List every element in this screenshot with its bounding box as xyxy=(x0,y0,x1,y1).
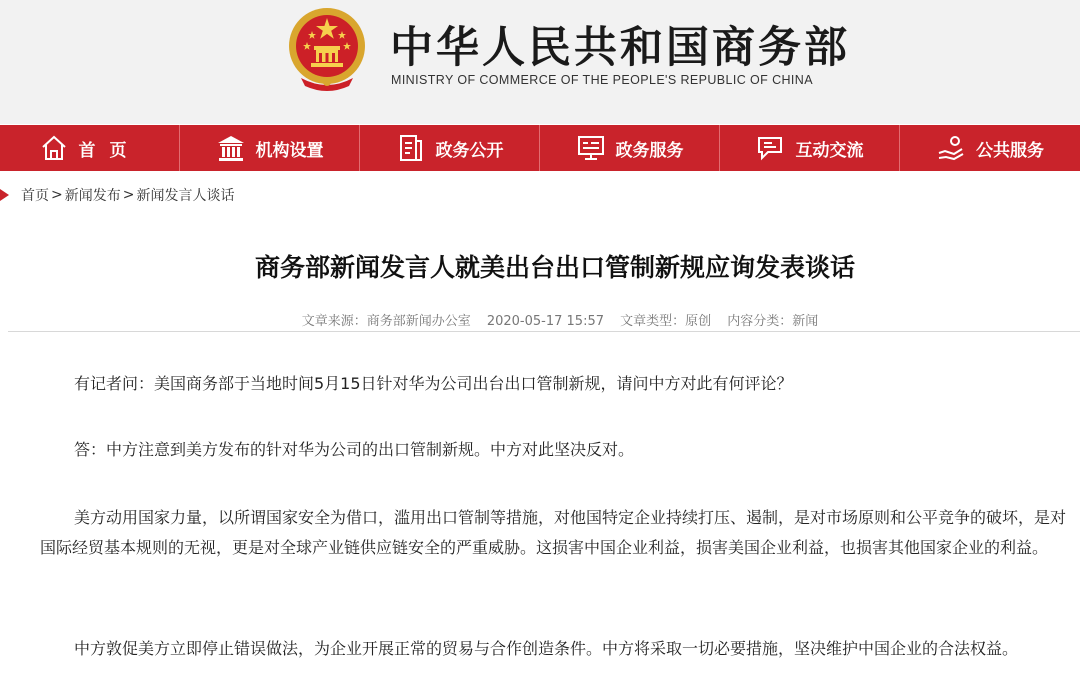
home-icon xyxy=(39,133,69,163)
nav-label: 首页 xyxy=(78,140,141,161)
main-nav xyxy=(0,125,1080,171)
nav-item-interaction[interactable] xyxy=(720,125,900,171)
article-paragraph: 美方动用国家力量，以所谓国家安全为借口，滥用出口管制等措施，对他国特定企业持续打压、遏制，是对市场原则和公平竞争的破坏，是对国际经贸基本规则的无视，更是对全球产业链供应链安全的严重威胁。这损害中国企业利益，损害美国企业利益，也损害其他国家企业的利益。 xyxy=(40,508,1067,557)
article-datetime: 2020-05-17 15:57 xyxy=(486,314,604,329)
ministry-title-cn: 中华人民共和国商务部 xyxy=(390,23,850,73)
nav-label: 互动交流 xyxy=(795,140,864,161)
nav-item-institution[interactable] xyxy=(180,125,360,171)
article-type: 文章类型：原创 xyxy=(620,314,712,329)
breadcrumb-item-news[interactable]: 新闻发布 xyxy=(64,188,121,204)
article-paragraph: 有记者问：美国商务部于当地时间5月15日针对华为公司出台出口管制新规，请问中方对此有何评论？ xyxy=(74,374,793,393)
breadcrumb-separator: > xyxy=(122,187,135,203)
national-emblem-logo[interactable] xyxy=(287,6,367,92)
document-icon xyxy=(396,133,426,163)
breadcrumb-separator: > xyxy=(51,187,63,203)
ministry-title-en: MINISTRY OF COMMERCE OF THE PEOPLE'S REPUBLIC OF CHINA xyxy=(391,73,813,87)
article-title: 商务部新闻发言人就美出台出口管制新规应询发表谈话 xyxy=(254,253,855,282)
nav-item-public-services[interactable] xyxy=(900,125,1080,171)
article-category: 内容分类：新闻 xyxy=(727,314,819,329)
nav-label: 机构设置 xyxy=(255,140,324,161)
breadcrumb-arrow-icon xyxy=(0,189,9,201)
nav-label: 公共服务 xyxy=(975,140,1044,161)
nav-item-gov-services[interactable] xyxy=(540,125,720,171)
hand-service-icon xyxy=(936,133,966,163)
nav-label: 政务服务 xyxy=(615,140,684,161)
institution-icon xyxy=(216,133,246,163)
nav-label: 政务公开 xyxy=(435,140,504,161)
chat-icon xyxy=(756,133,786,163)
article-paragraph: 答：中方注意到美方发布的针对华为公司的出口管制新规。中方对此坚决反对。 xyxy=(74,440,635,459)
nav-item-home[interactable] xyxy=(0,125,180,171)
article-source: 文章来源：商务部新闻办公室 xyxy=(301,314,471,329)
monitor-icon xyxy=(576,133,606,163)
breadcrumb-item-home[interactable]: 首页 xyxy=(21,188,49,204)
breadcrumb-item-spokesperson[interactable]: 新闻发言人谈话 xyxy=(136,188,235,204)
article-meta xyxy=(0,310,1080,329)
nav-item-gov-affairs-open[interactable] xyxy=(360,125,540,171)
breadcrumb xyxy=(0,184,234,206)
article-paragraph: 中方敦促美方立即停止错误做法，为企业开展正常的贸易与合作创造条件。中方将采取一切必要措施，坚决维护中国企业的合法权益。 xyxy=(74,639,1019,658)
divider xyxy=(8,331,1080,332)
site-header xyxy=(0,0,1080,124)
